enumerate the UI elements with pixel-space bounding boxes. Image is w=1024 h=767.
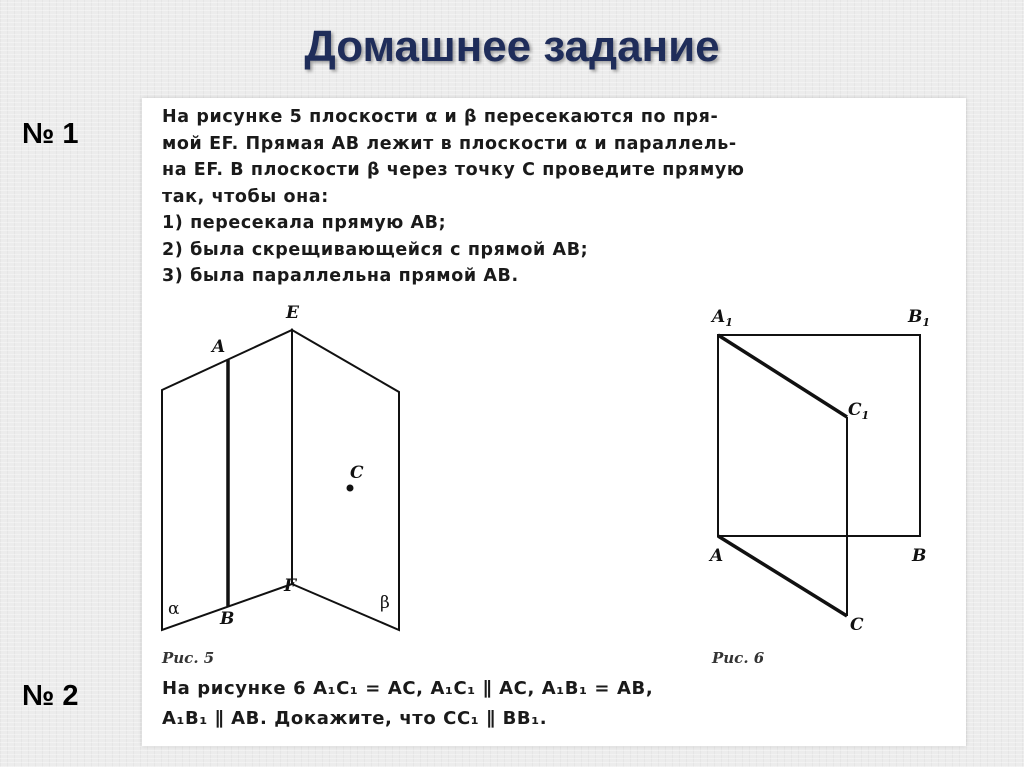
figure-5-caption: Рис. 5 <box>162 649 215 667</box>
rect-a1-b1-b-a <box>718 335 920 536</box>
label-c: C <box>350 463 364 483</box>
label-beta: β <box>380 593 390 613</box>
label-f: F <box>284 576 297 596</box>
label-a1: $A_1$ <box>712 307 733 329</box>
label-alpha: α <box>168 599 180 619</box>
line-ac <box>718 536 847 616</box>
line-a1c1 <box>718 335 847 417</box>
task-2-line: На рисунке 6 A₁C₁ = AC, A₁C₁ ∥ AC, A₁B₁ = AB, <box>162 678 654 699</box>
label-c1: $C_1$ <box>848 400 870 422</box>
label-b: B <box>220 609 235 629</box>
task-1-line: мой EF. Прямая AB лежит в плоскости α и параллель- <box>162 133 737 154</box>
point-c <box>347 485 354 492</box>
plane-beta <box>292 330 399 630</box>
label-c: C <box>850 615 864 635</box>
task-1-line: На рисунке 5 плоскости α и β пересекаются по пря- <box>162 107 719 127</box>
textbook-page <box>142 98 966 746</box>
slide-title: Домашнее задание <box>304 22 720 71</box>
label-b: B <box>912 546 927 566</box>
label-a: A <box>710 546 724 566</box>
task-1-number: № 1 <box>22 118 79 150</box>
task-1-item: 1) пересекала прямую AB; <box>162 213 447 233</box>
label-a: A <box>212 337 226 357</box>
task-1-item: 3) была параллельна прямой AB. <box>162 266 519 286</box>
task-1-line: на EF. В плоскости β через точку C проведите прямую <box>162 160 745 180</box>
task-1-item: 2) была скрещивающейся с прямой AB; <box>162 239 589 260</box>
figure-6 <box>718 335 920 616</box>
label-e: E <box>286 303 299 323</box>
task-2-text <box>162 674 940 734</box>
figure-6-caption: Рис. 6 <box>712 649 765 667</box>
figures <box>142 98 966 746</box>
task-2-number: № 2 <box>22 680 79 712</box>
task-1-line: так, чтобы она: <box>162 186 329 207</box>
label-b1: $B_1$ <box>908 307 931 329</box>
task-2-line: A₁B₁ ∥ AB. Докажите, что CC₁ ∥ BB₁. <box>162 708 548 729</box>
